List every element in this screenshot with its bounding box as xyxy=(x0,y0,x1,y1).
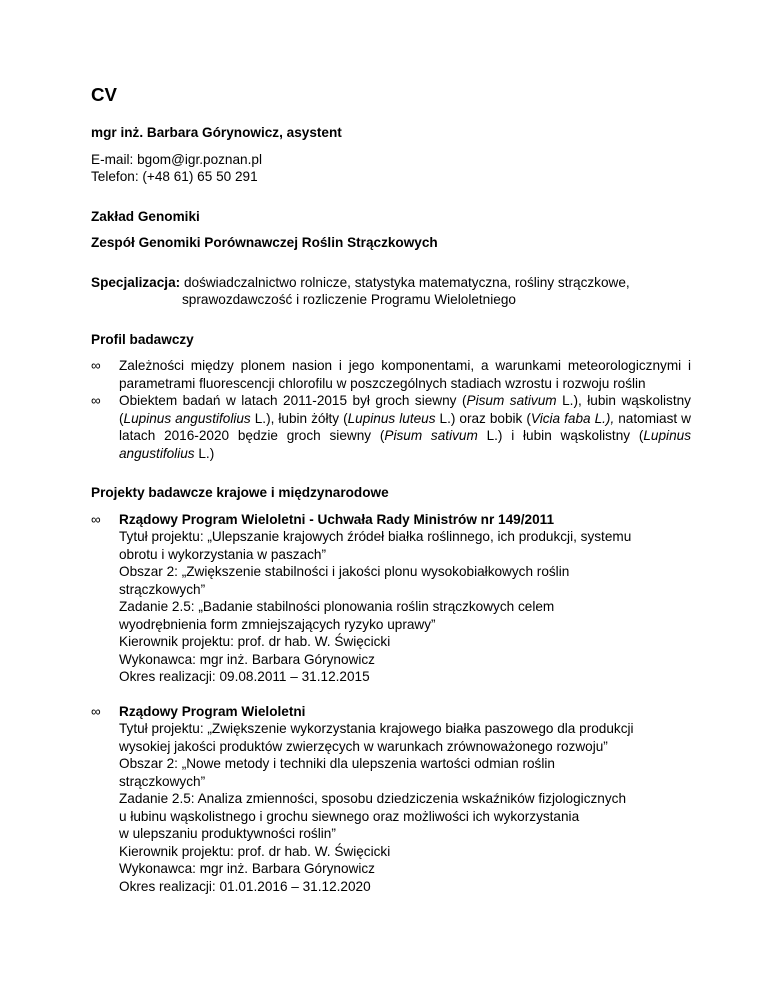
phone-line: Telefon: (+48 61) 65 50 291 xyxy=(91,169,258,184)
contact-block xyxy=(91,151,691,186)
project-manager: Kierownik projektu: prof. dr hab. W. Święcicki xyxy=(119,634,391,649)
list-item xyxy=(91,392,691,462)
department-name: Zakład Genomiki xyxy=(91,208,200,224)
project-line: Zadanie 2.5: „Badanie stabilności plonowania roślin strączkowych celem xyxy=(119,599,555,614)
research-item-text: Obiektem badań w latach 2011-2015 był groch siewny (Pisum sativum L.), łubin wąskolistny (Lupinus angustifolius L.), łubin żółty (Lupinus luteus L.) oraz bobik (Vicia faba L.), natomiast w latach 2016-2020 będzie groch siewny (Pisum sativum L.) i łubin wąskolistny (Lupinus angustifolius L.) xyxy=(119,393,692,461)
project-line: w ulepszaniu produktywności roślin” xyxy=(119,826,336,841)
research-item-text: Zależności między plonem nasion i jego komponentami, a warunkami meteorologicznymi i parametrami fluorescencji chlorofilu w poszczególnych stadiach wzrostu i rozwoju roślin xyxy=(119,358,691,391)
project-title: Rządowy Program Wieloletni xyxy=(119,703,306,719)
projects-list xyxy=(91,511,691,896)
specialization-label: Specjalizacja: xyxy=(91,274,181,290)
cv-title: CV xyxy=(91,84,117,105)
project-manager: Kierownik projektu: prof. dr hab. W. Święcicki xyxy=(119,843,391,859)
infinity-bullet-icon: ∞ xyxy=(91,511,101,527)
project-line: Tytuł projektu: „Ulepszanie krajowych źródeł białka roślinnego, ich produkcji, systemu xyxy=(119,529,632,544)
project-line: wysokiej jakości produktów zwierzęcych w warunkach zrównoważonego rozwoju” xyxy=(119,738,608,754)
project-line: Obszar 2: „Zwiększenie stabilności i jakości plonu wysokobiałkowych roślin xyxy=(119,564,570,579)
research-profile-heading: Profil badawczy xyxy=(91,331,194,347)
team-name: Zespół Genomiki Porównawczej Roślin Strączkowych xyxy=(91,235,438,250)
projects-heading: Projekty badawcze krajowe i międzynarodowe xyxy=(91,485,389,500)
specialization-line2: sprawozdawczość i rozliczenie Programu Wieloletniego xyxy=(182,292,516,307)
infinity-bullet-icon: ∞ xyxy=(91,358,101,373)
project-title: Rządowy Program Wieloletni - Uchwała Rady Ministrów nr 149/2011 xyxy=(119,511,554,527)
list-item xyxy=(91,703,691,896)
project-line: Tytuł projektu: „Zwiększenie wykorzystania krajowego białka paszowego dla produkcji xyxy=(119,721,634,736)
project-period: Okres realizacji: 09.08.2011 – 31.12.2015 xyxy=(119,669,370,684)
project-line: obrotu i wykorzystania w paszach” xyxy=(119,546,327,562)
project-line: wyodrębnienia form zmniejszających ryzyko uprawy” xyxy=(119,616,436,632)
specialization-line1: doświadczalnictwo rolnicze, statystyka matematyczna, rośliny strączkowe, xyxy=(180,274,630,290)
project-contractor: Wykonawca: mgr inż. Barbara Górynowicz xyxy=(119,651,375,667)
project-line: u łubinu wąskolistnego i grochu siewnego oraz możliwości ich wykorzystania xyxy=(119,808,580,824)
project-contractor: Wykonawca: mgr inż. Barbara Górynowicz xyxy=(119,861,375,876)
infinity-bullet-icon: ∞ xyxy=(91,703,101,719)
project-line: strączkowych” xyxy=(119,773,206,789)
project-period: Okres realizacji: 01.01.2016 – 31.12.2020 xyxy=(119,878,371,894)
specialization xyxy=(91,274,691,309)
project-line: Obszar 2: „Nowe metody i techniki dla ulepszenia wartości odmian roślin xyxy=(119,756,555,771)
person-name: mgr inż. Barbara Górynowicz, asystent xyxy=(91,125,342,140)
cv-document xyxy=(91,84,691,895)
infinity-bullet-icon: ∞ xyxy=(91,393,101,408)
project-line: strączkowych” xyxy=(119,581,206,597)
list-item xyxy=(91,511,691,686)
list-item xyxy=(91,357,691,392)
project-line: Zadanie 2.5: Analiza zmienności, sposobu dziedziczenia wskaźników fizjologicznych xyxy=(119,791,627,806)
research-profile-list xyxy=(91,357,691,462)
email-line: E-mail: bgom@igr.poznan.pl xyxy=(91,151,262,167)
